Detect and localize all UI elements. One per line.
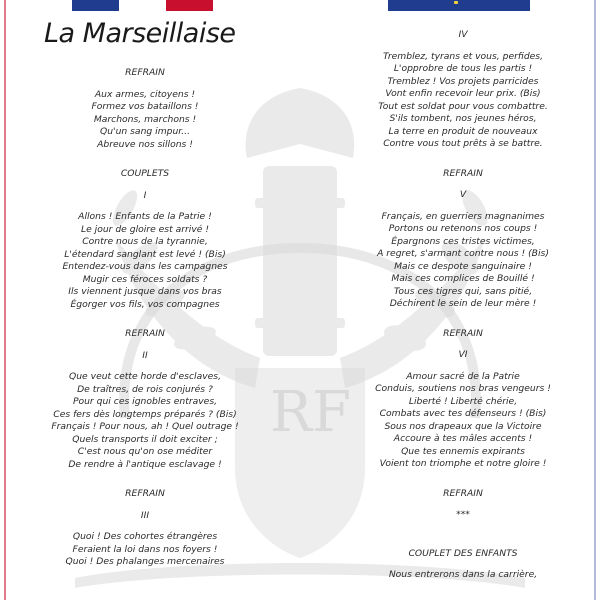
lyric-line: Sous nos drapeaux que la Victoire xyxy=(384,420,542,432)
lyric-line: A regret, s'armant contre nous ! (Bis) xyxy=(377,248,549,259)
right-section-0 xyxy=(358,29,568,151)
lyric-line: Français, en guerriers magnanimes xyxy=(381,210,545,222)
section-heading: III xyxy=(140,509,150,521)
lyric-line: Que veut cette horde d'esclaves, xyxy=(69,371,221,382)
lyric-line: Entendez-vous dans les campagnes xyxy=(62,261,228,272)
lyric-line: Formez vos bataillons ! xyxy=(91,101,199,112)
section-heading: REFRAIN xyxy=(125,488,165,499)
right-section-2 xyxy=(358,189,568,311)
lyric-line: Contre nous de la tyrannie, xyxy=(82,236,208,247)
lyric-line: Amour sacré de la Patrie xyxy=(406,370,520,382)
lyric-line: Mugir ces féroces soldats ? xyxy=(82,273,208,285)
right-section-7 xyxy=(358,548,568,582)
section-heading: REFRAIN xyxy=(443,167,483,179)
lyric-line: La terre en produit de nouveaux xyxy=(388,125,538,137)
left-section-0 xyxy=(40,67,250,151)
lyric-line: Déchirent le sein de leur mère ! xyxy=(389,298,537,309)
emblem-monogram: RF xyxy=(270,380,352,445)
left-section-1 xyxy=(40,168,250,181)
lyric-line: Français ! Pour nous, ah ! Quel outrage ! xyxy=(51,421,239,432)
section-heading: I xyxy=(143,189,147,201)
right-section-1 xyxy=(358,168,568,181)
left-lyrics-column xyxy=(40,29,250,569)
lyric-line: Tremblez ! Vos projets parricides xyxy=(387,75,539,87)
lyric-line: Égorger vos fils, vos compagnes xyxy=(70,298,220,310)
right-section-3 xyxy=(358,328,568,341)
lyric-line: L'étendard sanglant est levé ! (Bis) xyxy=(64,248,226,260)
section-heading: II xyxy=(142,349,148,361)
section-heading: REFRAIN xyxy=(125,328,165,339)
lyric-line: De rendre à l'antique esclavage ! xyxy=(68,458,222,470)
left-section-3 xyxy=(40,328,250,341)
lyric-line: Qu'un sang impur... xyxy=(100,126,190,137)
section-heading: *** xyxy=(456,509,470,520)
section-heading: COUPLET DES ENFANTS xyxy=(408,547,518,559)
section-heading: REFRAIN xyxy=(443,327,483,339)
lyric-line: Épargnons ces tristes victimes, xyxy=(391,235,535,247)
lyric-line: Le jour de gloire est arrivé ! xyxy=(80,223,210,235)
section-heading: REFRAIN xyxy=(125,67,165,78)
left-section-2 xyxy=(40,190,250,312)
lyric-line: De traîtres, de rois conjurés ? xyxy=(77,383,213,395)
right-border-line xyxy=(594,0,596,600)
lyric-line: Abreuve nos sillons ! xyxy=(97,138,193,150)
left-section-4 xyxy=(40,350,250,472)
section-heading: COUPLETS xyxy=(120,168,170,179)
lyric-line: Vont enfin recevoir leur prix. (Bis) xyxy=(385,88,541,99)
right-lyrics-column xyxy=(358,29,568,582)
lyric-line: Portons ou retenons nos coups ! xyxy=(388,223,538,234)
lyric-line: Conduis, soutiens nos bras vengeurs ! xyxy=(375,383,551,394)
right-section-4 xyxy=(358,349,568,471)
lyric-line: Quoi ! Des cohortes étrangères xyxy=(72,531,218,542)
lyric-line: Aux armes, citoyens ! xyxy=(94,88,196,100)
left-section-5 xyxy=(40,488,250,501)
section-heading: VI xyxy=(458,349,468,360)
flag-blue-band xyxy=(72,0,119,11)
lyric-line: Mais ces complices de Bouillé ! xyxy=(391,273,535,284)
lyric-line: Tout est soldat pour vous combattre. xyxy=(378,100,548,112)
section-heading: REFRAIN xyxy=(443,487,483,499)
left-section-6 xyxy=(40,510,250,569)
lyric-line: Mais ce despote sanguinaire ! xyxy=(394,260,532,272)
lyric-line: L'opprobre de tous les partis ! xyxy=(393,63,533,74)
lyric-line: Feraient la loi dans nos foyers ! xyxy=(72,543,218,555)
page-title: La Marseillaise xyxy=(44,18,236,49)
lyric-line: Voient ton triomphe et notre gloire ! xyxy=(379,458,547,469)
section-heading: IV xyxy=(458,29,468,40)
lyric-line: Marchons, marchons ! xyxy=(93,113,197,125)
lyric-line: Quels transports il doit exciter ; xyxy=(72,433,218,445)
lyric-line: Ils viennent jusque dans vos bras xyxy=(68,286,222,297)
lyric-line: Combats avec tes défenseurs ! (Bis) xyxy=(379,408,547,419)
lyric-line: Liberté ! Liberté chérie, xyxy=(408,395,518,407)
lyric-line: Tous ces tigres qui, sans pitié, xyxy=(393,285,533,297)
right-section-5 xyxy=(358,488,568,501)
left-border-line xyxy=(4,0,6,600)
lyric-line: Quoi ! Des phalanges mercenaires xyxy=(65,556,225,567)
lyric-line: Accoure à tes mâles accents ! xyxy=(393,433,533,444)
lyric-line: Pour qui ces ignobles entraves, xyxy=(72,396,218,407)
french-flag xyxy=(72,0,213,11)
lyric-line: Nous entrerons dans la carrière, xyxy=(388,569,538,580)
right-section-6 xyxy=(358,509,568,522)
lyric-line: S'ils tombent, nos jeunes héros, xyxy=(389,113,537,124)
flag-red-band xyxy=(166,0,213,11)
section-heading: V xyxy=(459,189,467,200)
lyric-line: Allons ! Enfants de la Patrie ! xyxy=(78,211,212,222)
lyric-line: Que tes ennemis expirants xyxy=(401,445,525,457)
european-flag xyxy=(388,0,530,11)
lyric-line: Tremblez, tyrans et vous, perfides, xyxy=(382,50,544,62)
flag-white-band xyxy=(119,0,166,11)
lyric-line: C'est nous qu'on ose méditer xyxy=(77,446,213,457)
lyric-line: Contre vous tout prêts à se battre. xyxy=(383,138,543,149)
eu-star-icon xyxy=(454,1,458,4)
lyric-line: Ces fers dès longtemps préparés ? (Bis) xyxy=(53,408,237,420)
